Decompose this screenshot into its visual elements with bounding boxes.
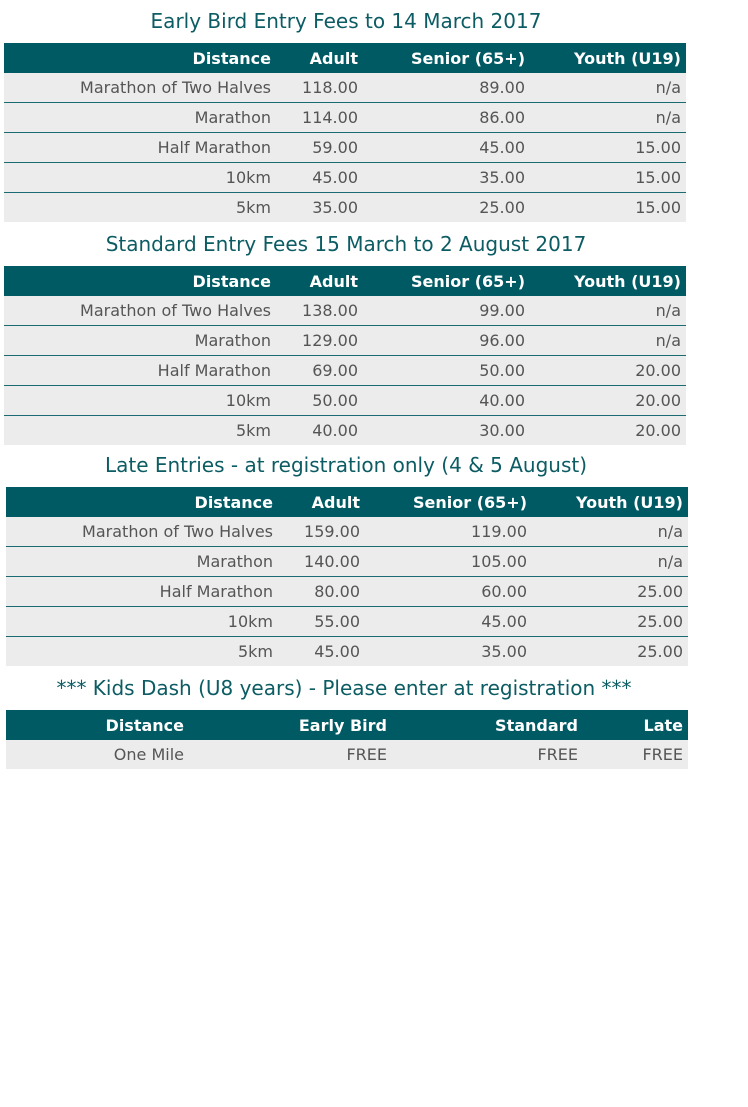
table-cell: 159.00 [278, 517, 365, 547]
table-cell: 50.00 [276, 386, 363, 416]
standard-fee-table [4, 266, 686, 445]
table-cell: 140.00 [278, 547, 365, 577]
table-row [4, 163, 686, 193]
table-cell: 5km [4, 193, 276, 223]
table-row [6, 577, 688, 607]
table-cell: Half Marathon [6, 577, 278, 607]
table-cell: Marathon [4, 103, 276, 133]
column-header: Distance [4, 43, 276, 73]
table-header-row [4, 266, 686, 296]
column-header: Youth (U19) [530, 43, 686, 73]
table-cell: 5km [4, 416, 276, 446]
table-row [4, 416, 686, 446]
table-cell: FREE [583, 740, 688, 769]
early-bird-fee-table [4, 43, 686, 222]
table-cell: Marathon of Two Halves [4, 296, 276, 326]
table-cell: 118.00 [276, 73, 363, 103]
table-cell: FREE [189, 740, 392, 769]
table-cell: Marathon [4, 326, 276, 356]
table-cell: 35.00 [365, 637, 532, 667]
table-cell: Marathon [6, 547, 278, 577]
table-cell: 119.00 [365, 517, 532, 547]
table-row [6, 637, 688, 667]
table-cell: 30.00 [363, 416, 530, 446]
column-header: Senior (65+) [365, 487, 532, 517]
table-cell: 25.00 [532, 637, 688, 667]
late-entries-heading: Late Entries - at registration only (4 & 5 August) [104, 453, 588, 477]
table-header-row [4, 43, 686, 73]
table-cell: 105.00 [365, 547, 532, 577]
table-cell: 59.00 [276, 133, 363, 163]
table-row [4, 133, 686, 163]
table-cell: 138.00 [276, 296, 363, 326]
table-cell: 5km [6, 637, 278, 667]
table-cell: n/a [530, 103, 686, 133]
table-cell: Half Marathon [4, 356, 276, 386]
table-cell: 10km [6, 607, 278, 637]
table-cell: n/a [530, 296, 686, 326]
column-header: Youth (U19) [532, 487, 688, 517]
table-cell: 114.00 [276, 103, 363, 133]
table-cell: 10km [4, 386, 276, 416]
early-bird-heading: Early Bird Entry Fees to 14 March 2017 [150, 9, 542, 33]
table-row [4, 193, 686, 223]
column-header: Late [583, 710, 688, 740]
table-cell: 25.00 [532, 577, 688, 607]
table-cell: 35.00 [276, 193, 363, 223]
table-cell: Half Marathon [4, 133, 276, 163]
column-header: Adult [276, 266, 363, 296]
table-row [4, 296, 686, 326]
table-cell: 50.00 [363, 356, 530, 386]
table-cell: 89.00 [363, 73, 530, 103]
column-header: Distance [6, 487, 278, 517]
column-header: Distance [6, 710, 189, 740]
table-cell: Marathon of Two Halves [6, 517, 278, 547]
column-header: Standard [392, 710, 583, 740]
table-cell: n/a [530, 73, 686, 103]
table-header-row [6, 710, 688, 740]
table-cell: 99.00 [363, 296, 530, 326]
table-cell: n/a [530, 326, 686, 356]
table-row [6, 547, 688, 577]
column-header: Senior (65+) [363, 43, 530, 73]
table-cell: One Mile [6, 740, 189, 769]
column-header: Senior (65+) [363, 266, 530, 296]
table-cell: 45.00 [278, 637, 365, 667]
table-cell: 20.00 [530, 416, 686, 446]
table-cell: n/a [532, 547, 688, 577]
column-header: Early Bird [189, 710, 392, 740]
table-row [6, 740, 688, 769]
standard-heading: Standard Entry Fees 15 March to 2 August 2017 [105, 232, 587, 256]
table-cell: 86.00 [363, 103, 530, 133]
table-cell: 20.00 [530, 386, 686, 416]
table-cell: 40.00 [276, 416, 363, 446]
table-cell: FREE [392, 740, 583, 769]
table-row [4, 356, 686, 386]
column-header: Adult [278, 487, 365, 517]
kids-dash-fee-table [6, 710, 688, 769]
table-cell: 40.00 [363, 386, 530, 416]
table-cell: 10km [4, 163, 276, 193]
column-header: Youth (U19) [530, 266, 686, 296]
table-cell: 55.00 [278, 607, 365, 637]
table-row [6, 607, 688, 637]
kids-dash-heading: *** Kids Dash (U8 years) - Please enter at registration *** [56, 676, 632, 700]
table-cell: 35.00 [363, 163, 530, 193]
table-cell: 80.00 [278, 577, 365, 607]
table-row [6, 517, 688, 547]
table-cell: 20.00 [530, 356, 686, 386]
table-row [4, 103, 686, 133]
table-cell: 15.00 [530, 133, 686, 163]
table-cell: 96.00 [363, 326, 530, 356]
column-header: Adult [276, 43, 363, 73]
table-cell: 60.00 [365, 577, 532, 607]
table-row [4, 73, 686, 103]
late-entries-fee-table [6, 487, 688, 666]
table-cell: 25.00 [363, 193, 530, 223]
column-header: Distance [4, 266, 276, 296]
table-row [4, 386, 686, 416]
table-cell: n/a [532, 517, 688, 547]
table-cell: 129.00 [276, 326, 363, 356]
table-row [4, 326, 686, 356]
table-cell: 45.00 [365, 607, 532, 637]
table-header-row [6, 487, 688, 517]
table-cell: 69.00 [276, 356, 363, 386]
table-cell: 15.00 [530, 163, 686, 193]
table-cell: 45.00 [363, 133, 530, 163]
table-cell: 15.00 [530, 193, 686, 223]
table-cell: Marathon of Two Halves [4, 73, 276, 103]
table-cell: 45.00 [276, 163, 363, 193]
table-cell: 25.00 [532, 607, 688, 637]
